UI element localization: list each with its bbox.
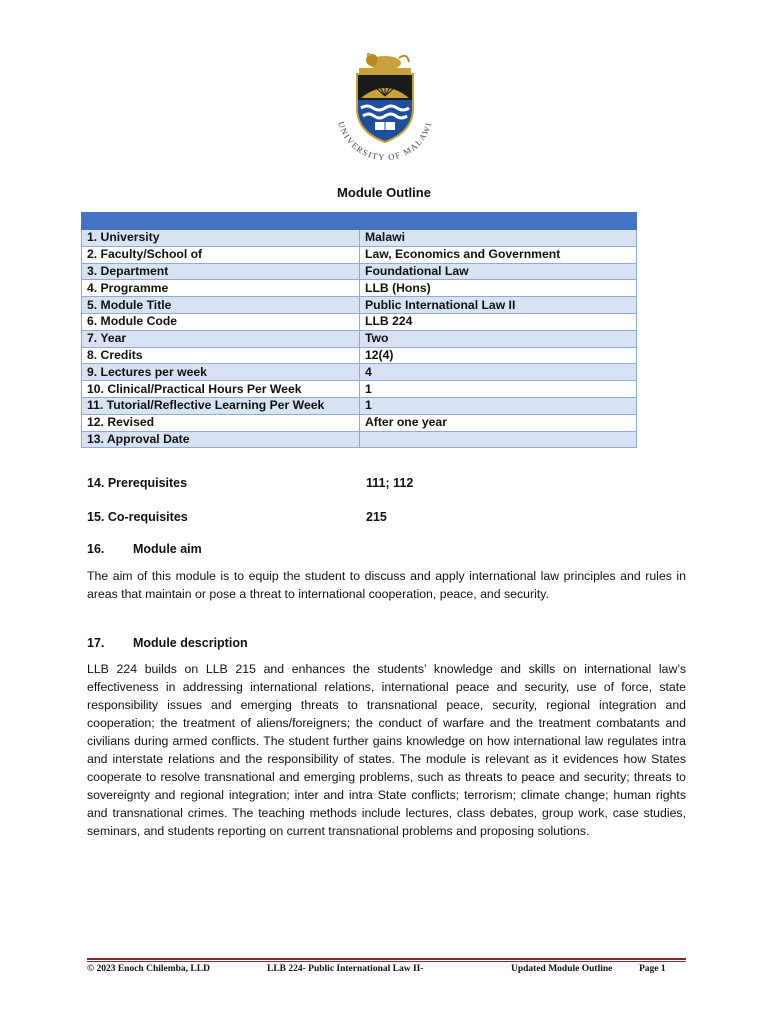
module-info-table (81, 212, 637, 448)
table-header-row (82, 213, 637, 230)
module-aim-text: The aim of this module is to equip the student to discuss and apply international law principles and rules in areas that maintain or pose a threat to international cooperation, peace, and security. (87, 569, 686, 601)
prerequisites-value: 111; 112 (366, 476, 414, 490)
row-value: Two (360, 330, 637, 347)
row-value: 1 (360, 397, 637, 414)
row-label: 10. Clinical/Practical Hours Per Week (82, 381, 360, 398)
section-17-number: 17. (87, 636, 105, 650)
row-label: 12. Revised (82, 414, 360, 431)
corequisites-value: 215 (366, 510, 387, 524)
footer-page-number: Page 1 (639, 964, 666, 974)
row-label: 8. Credits (82, 347, 360, 364)
row-value: Law, Economics and Government (360, 246, 637, 263)
row-value (360, 431, 637, 448)
row-label: 13. Approval Date (82, 431, 360, 448)
footer-module: LLB 224- Public International Law II- (267, 964, 424, 974)
row-label: 1. University (82, 230, 360, 247)
row-value: 1 (360, 381, 637, 398)
row-label: 6. Module Code (82, 313, 360, 330)
row-label: 2. Faculty/School of (82, 246, 360, 263)
table-row (82, 330, 637, 347)
footer-divider (87, 958, 686, 960)
section-16-title: Module aim (133, 542, 202, 556)
footer-divider-thin (87, 961, 686, 962)
table-row (82, 313, 637, 330)
row-label: 7. Year (82, 330, 360, 347)
section-17-title: Module description (133, 636, 248, 650)
table-row (82, 414, 637, 431)
lion-icon (359, 53, 411, 74)
table-row (82, 263, 637, 280)
row-label: 4. Programme (82, 280, 360, 297)
row-value: After one year (360, 414, 637, 431)
row-value: LLB (Hons) (360, 280, 637, 297)
table-row (82, 397, 637, 414)
table-row (82, 347, 637, 364)
row-value: Public International Law II (360, 297, 637, 314)
prerequisites-label: 14. Prerequisites (87, 476, 188, 490)
table-row (82, 364, 637, 381)
row-value: LLB 224 (360, 313, 637, 330)
row-label: 3. Department (82, 263, 360, 280)
table-row (82, 381, 637, 398)
corequisites-label: 15. Co-requisites (87, 510, 188, 524)
footer-copyright: © 2023 Enoch Chilemba, LLD (87, 964, 210, 974)
table-row (82, 431, 637, 448)
table-row (82, 280, 637, 297)
footer-outline: Updated Module Outline (511, 964, 613, 974)
university-crest-icon (325, 50, 445, 180)
row-value: Malawi (360, 230, 637, 247)
section-16-number: 16. (87, 542, 105, 556)
row-label: 5. Module Title (82, 297, 360, 314)
table-row (82, 297, 637, 314)
row-value: 4 (360, 364, 637, 381)
svg-text:UNIVERSITY OF MALAWI: UNIVERSITY OF MALAWI (336, 120, 434, 163)
module-description-text: LLB 224 builds on LLB 215 and enhances the students’ knowledge and skills on international law’s effectiveness in addressing international relations, international peace and security, use of force, state responsibility issues and emerging threats to transnational peace, security, regional integration and cooperation; the treatment of aliens/foreigners; the conduct of warfare and the treatment combatants and civilians during armed conflicts. The student further gains knowledge on how international law regulates intra and interstate relations and the responsibility of states. The module is relevant as it evidences how States cooperate to resolve transnational and emerging problems, such as threats to peace and security; threats to sovereignty and regional integration; inter and intra State conflicts; terrorism; climate change; human rights and transnational crimes. The teaching methods include lectures, class debates, group work, case studies, seminars, and students reporting on current transnational problems and proposing solutions. (87, 662, 686, 838)
table-row (82, 230, 637, 247)
university-logo (325, 50, 445, 180)
table-row (82, 246, 637, 263)
row-label: 9. Lectures per week (82, 364, 360, 381)
row-value: Foundational Law (360, 263, 637, 280)
page-title: Module Outline (337, 185, 431, 200)
row-label: 11. Tutorial/Reflective Learning Per Week (82, 397, 360, 414)
row-value: 12(4) (360, 347, 637, 364)
